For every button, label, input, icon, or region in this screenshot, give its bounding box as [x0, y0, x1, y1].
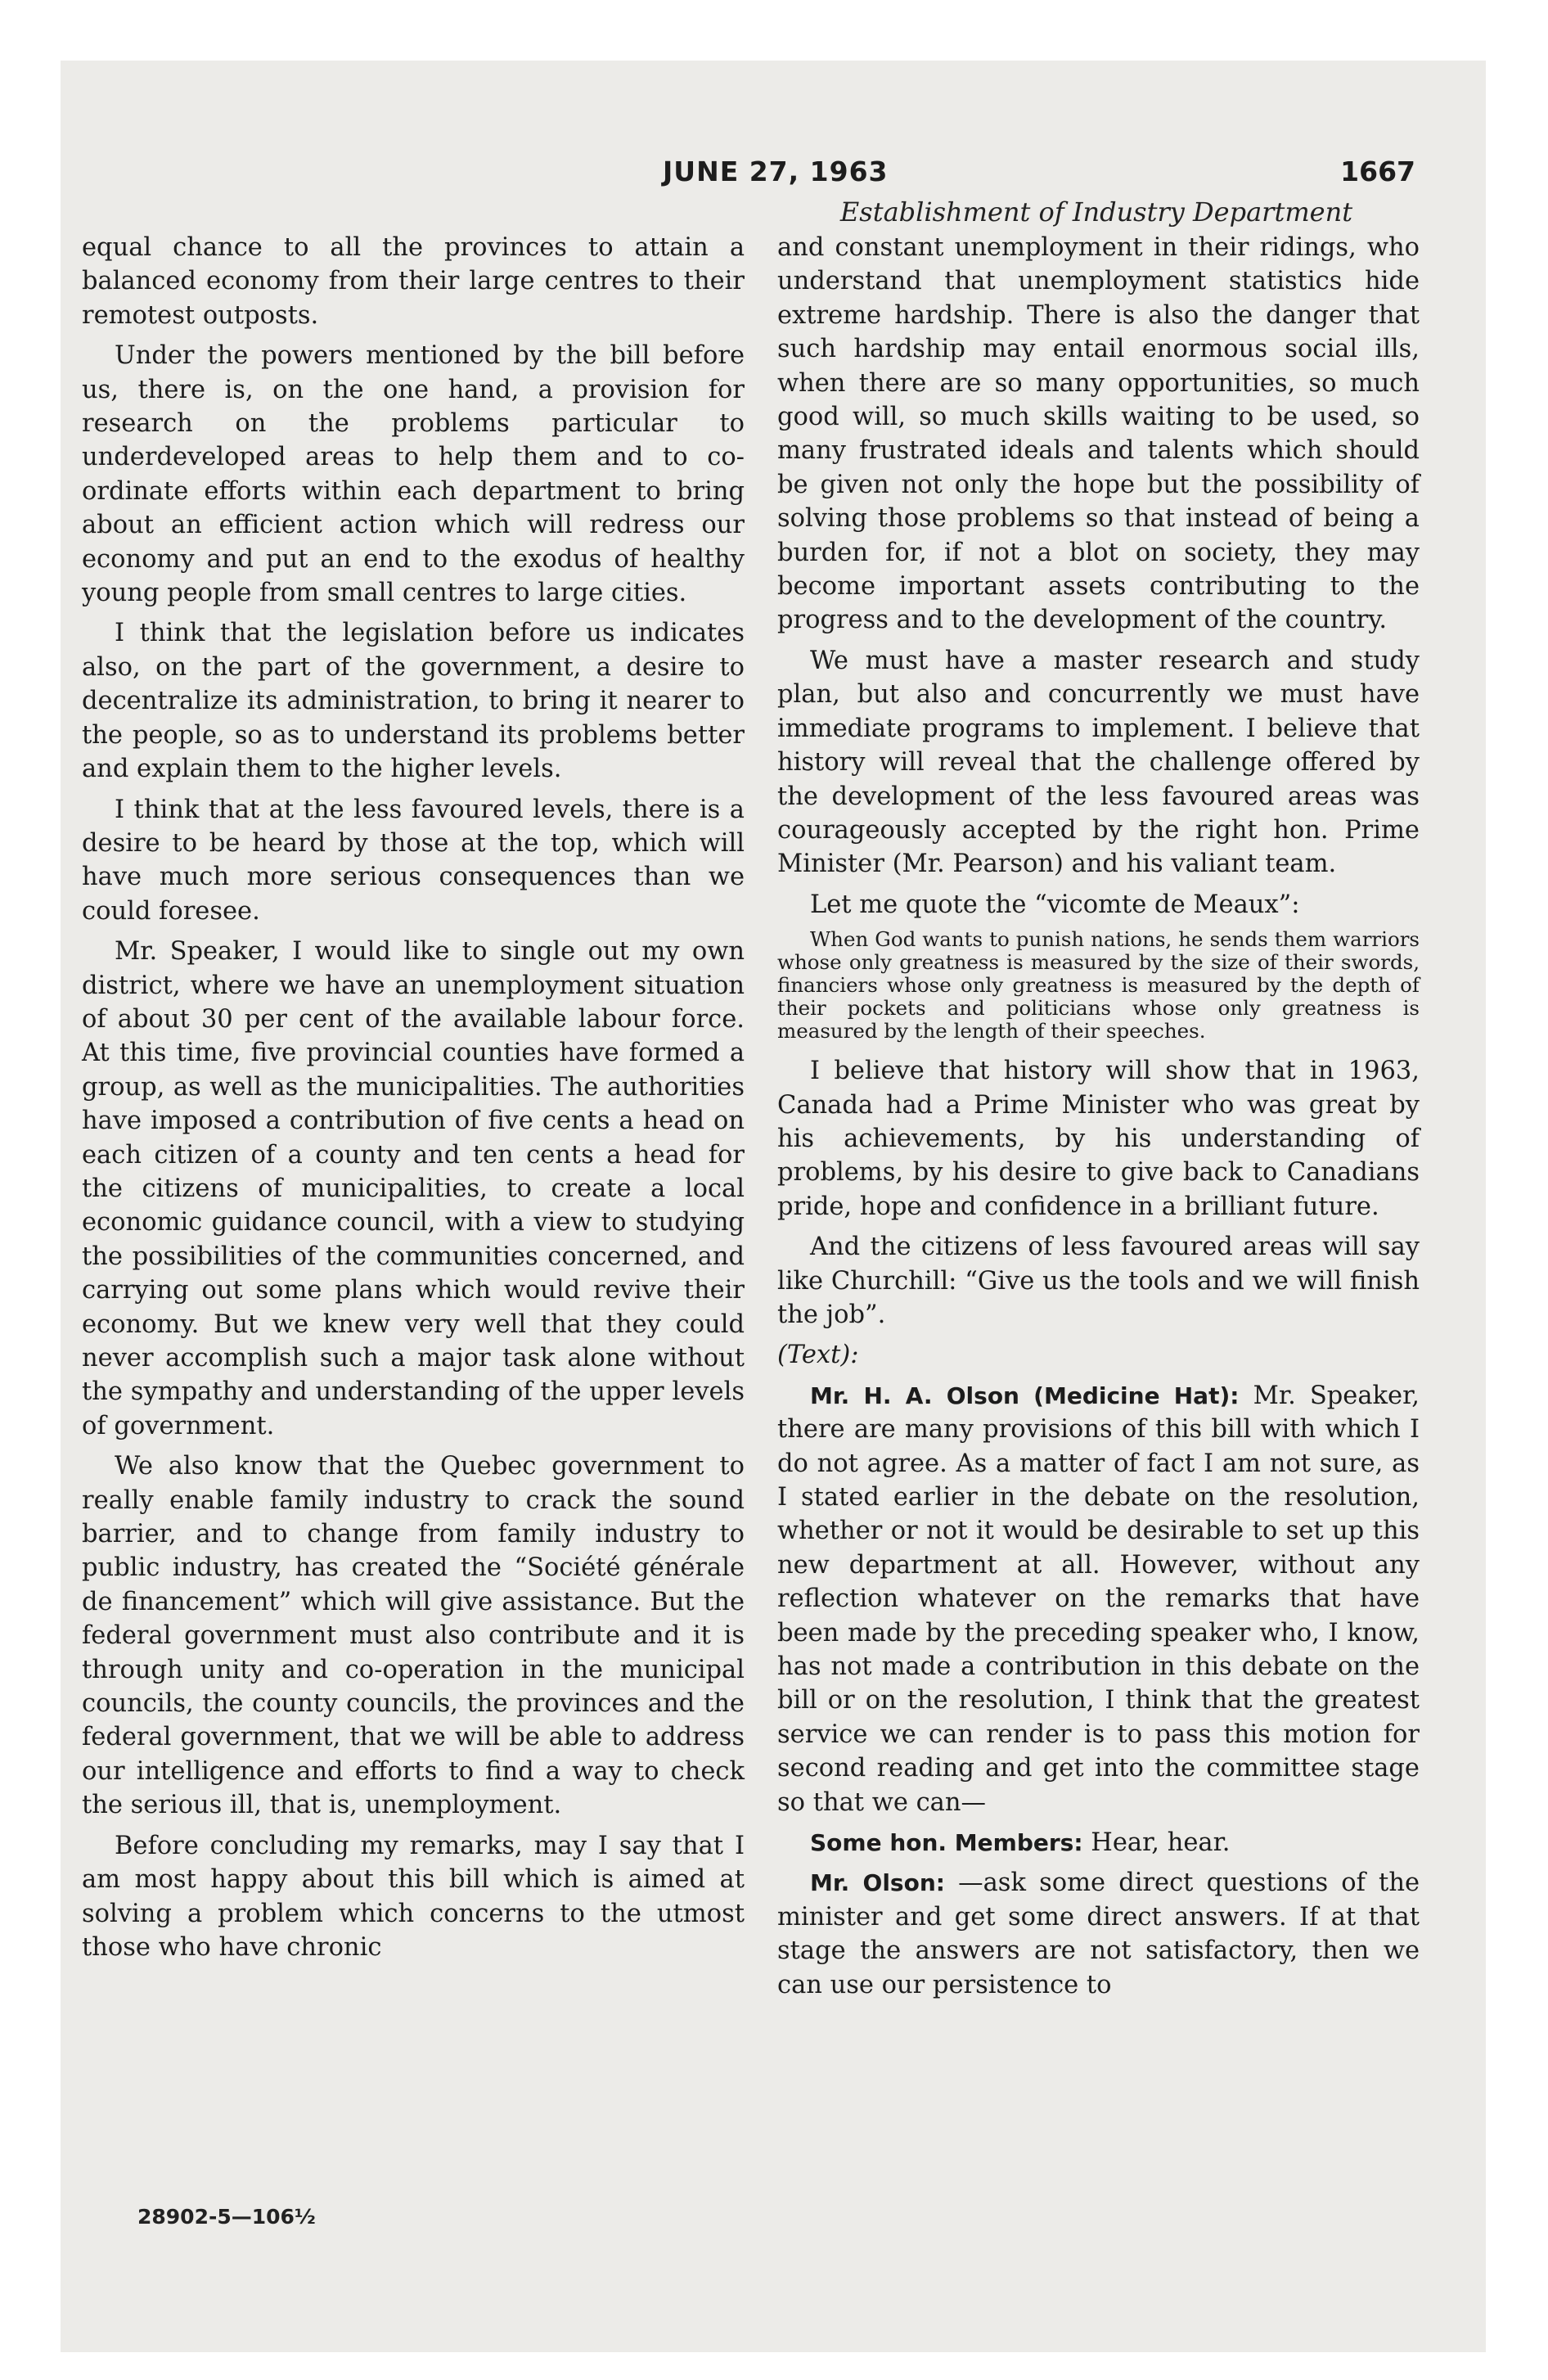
speech-text: Hear, hear. — [1091, 1828, 1231, 1858]
speech-olson — [777, 1379, 1420, 1819]
speaker-name: Mr. Olson: — [810, 1869, 945, 1897]
paragraph: And the citizens of less favoured areas will say like Churchill: “Give us the tools and we will finish the job”. — [777, 1233, 1420, 1329]
paragraph: We must have a master research and study plan, but also and concurrently we must have immediate programs to implement. I believe that history will reveal that the challenge offered by the development of the less favoured areas was courageously accepted by the right hon. Prime Minister (Mr. Pearson) and his valiant team. — [777, 646, 1420, 879]
paragraph: and constant unemployment in their ridings, who understand that unemployment statistics hide extreme hardship. There is also the danger that such hardship may entail enormous social ills, when there are so many opportunities, so much good will, so much skills waiting to be used, so many frustrated ideals and talents which should be given not only the hope but the possibility of solving those problems so that instead of being a burden for, if not a blot on society, they may become important assets contributing to the progress and to the development of the country. — [777, 233, 1420, 635]
paragraph: We also know that the Quebec government to really enable family industry to crack the sound barrier, and to change from family industry to public industry, has created the “Société générale de financement” which will give assistance. But the federal government must also contribute and it is through unity and co-operation in the municipal councils, the county councils, the provinces and the federal government, that we will be able to address our intelligence and efforts to find a way to check the serious ill, that is, unemployment. — [82, 1452, 745, 1820]
speaker-name: Some hon. Members: — [810, 1829, 1083, 1857]
right-column — [777, 231, 1420, 2008]
block-quote: When God wants to punish nations, he sends them warriors whose only greatness is measured by the size of their swords, financiers whose only greatness is measured by the depth of their pockets and politicians whose only greatness is measured by the length of their speeches. — [777, 927, 1420, 1044]
paragraph: I think that at the less favoured levels, there is a desire to be heard by those at the top, which will have much more serious consequences than we could foresee. — [82, 795, 745, 926]
paragraph: Under the powers mentioned by the bill before us, there is, on the one hand, a provision for research on the problems particular to underdeveloped areas to help them and to co-ordinate efforts within each department to bring about an efficient action which will redress our economy and put an end to the exodus of healthy young people from small centres to large cities. — [82, 341, 745, 608]
text-marker: (Text): — [777, 1341, 859, 1370]
paragraph: I think that the legislation before us indicates also, on the part of the government, a desire to decentralize its administration, to bring it nearer to the people, so as to understand its problems better and explain them to the higher levels. — [82, 619, 745, 784]
paragraph: Before concluding my remarks, may I say that I am most happy about this bill which is aimed at solving a problem which concerns to the utmost those who have chronic — [82, 1831, 745, 1962]
paragraph: I believe that history will show that in 1963, Canada had a Prime Minister who was great by his achievements, by his understanding of problems, by his desire to give back to Canadians pride, hope and confidence in a brilliant future. — [777, 1057, 1420, 1221]
page-header — [0, 156, 1548, 196]
paragraph: equal chance to all the provinces to attain a balanced economy from their large centres to their remotest outposts. — [82, 233, 745, 330]
left-column — [82, 231, 745, 1971]
paragraph: Let me quote the “vicomte de Meaux”: — [810, 890, 1300, 919]
speaker-name: Mr. H. A. Olson (Medicine Hat): — [810, 1382, 1240, 1409]
header-date: JUNE 27, 1963 — [663, 156, 889, 187]
footer-signature: 28902-5—106½ — [137, 2205, 316, 2229]
speech-text: Mr. Speaker, there are many provisions of this bill with which I do not agree. As a matter of fact I am not sure, as I stated earlier in the debate on the resolution, whether or not it would be desirable to set up this new department at all. However, without any reflection whatever on the remarks that have been made by the preceding speaker who, I know, has not made a contribution in this debate on the bill or on the resolution, I think that the greatest service we can render is to pass this motion for second reading and get into the committee stage so that we can— — [777, 1381, 1420, 1817]
speech-members — [777, 1826, 1420, 1859]
section-title: Establishment of Industry Department — [839, 196, 1353, 228]
speech-text: —ask some direct questions of the minister and get some direct answers. If at that stage the answers are not satisfactory, then we can use our persistence to — [777, 1868, 1420, 1999]
speech-olson-continued — [777, 1866, 1420, 2002]
paragraph: Mr. Speaker, I would like to single out my own district, where we have an unemployment situation of about 30 per cent of the available labour force. At this time, five provincial counties have formed a group, as well as the municipalities. The authorities have imposed a contribution of five cents a head on each citizen of a county and ten cents a head for the citizens of municipalities, to create a local economic guidance council, with a view to studying the possibilities of the communities concerned, and carrying out some plans which would revive their economy. But we knew very well that they could never accomplish such a major task alone without the sympathy and understanding of the upper levels of government. — [82, 937, 745, 1440]
page-number: 1667 — [1340, 156, 1415, 187]
